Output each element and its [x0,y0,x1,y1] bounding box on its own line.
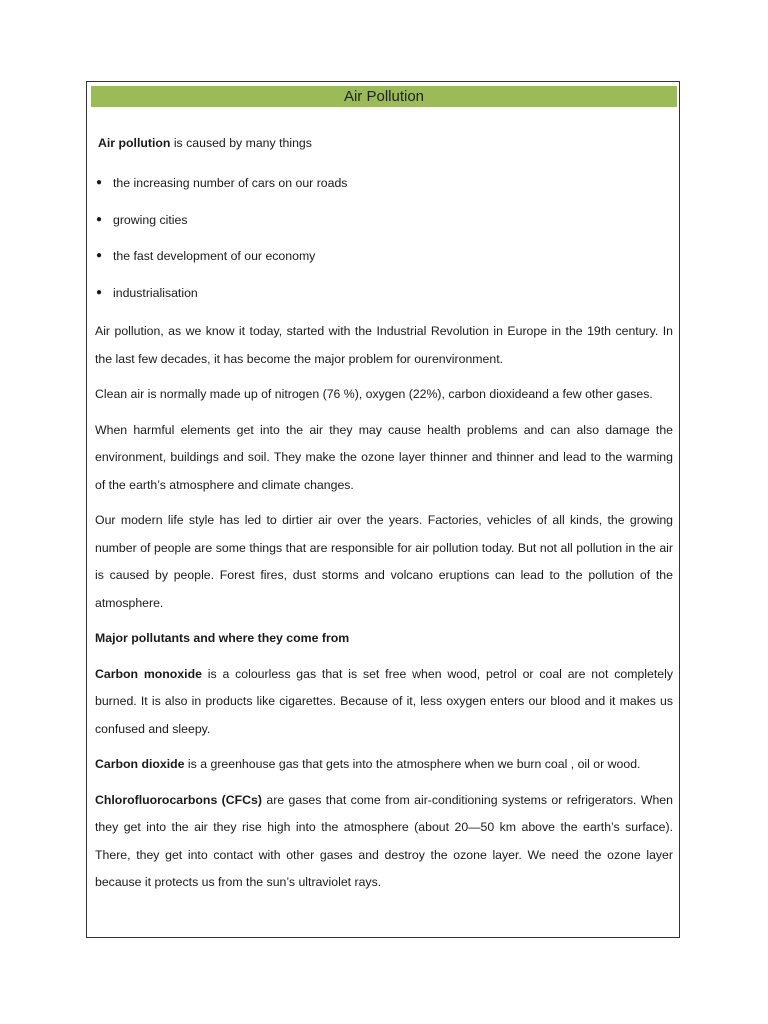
paragraph-clean-air: Clean air is normally made up of nitrogen (76 %), oxygen (22%), carbon dioxideand a few other gases. [95,387,653,401]
paragraph-harmful-elements: When harmful elements get into the air they may cause health problems and can also damage the environment, buildings and soil. They make the ozone layer thinner and thinner and lead to the warming of the earth’s atmosphere and climate changes. [95,422,673,492]
bullet-icon: ● [96,250,103,261]
intro-bold: Air pollution [98,136,171,150]
document-frame [86,81,680,938]
intro-rest: is caused by many things [170,136,312,150]
pollutant-text: is a colourless gas that is set free when wood, petrol or coal are not completely burned. It is also in products like cigarettes. Because of it, less oxygen enters our blood and it makes us confused and sleepy. [95,666,673,736]
document-title: Air Pollution [343,88,425,105]
section-heading: Major pollutants and where they come from [95,631,350,645]
title-bar [91,86,677,107]
bullet-icon: ● [96,177,103,188]
bullet-icon: ● [96,286,103,298]
list-item [95,245,673,267]
intro-line [98,132,673,154]
list-item-text: the fast development of our economy [113,249,316,263]
list-item [95,172,673,194]
cause-list [95,172,673,304]
document-content [95,132,673,905]
pollutant-name: Chlorofluorocarbons (CFCs) [95,792,262,807]
bullet-icon: ● [96,213,103,225]
pollutant-text: are gases that come from air-conditioning systems or refrigerators. When they get into the air they rise high into the atmosphere (about 20—50 km above the earth’s surface). There, they get into contact with other gases and destroy the ozone layer. We need the ozone layer because it protects us from the sun’s ultraviolet rays. [95,792,673,889]
pollutant-cfcs [95,787,673,897]
pollutant-name: Carbon monoxide [95,666,202,681]
pollutant-text: is a greenhouse gas that gets into the atmosphere when we burn coal , oil or wood. [184,757,641,771]
list-item [95,209,673,231]
paragraph-history: Air pollution, as we know it today, started with the Industrial Revolution in Europe in the 19th century. In the last few decades, it has become the major problem for ourenvironment. [95,324,673,366]
pollutant-carbon-dioxide [95,751,673,779]
list-item-text: industrialisation [113,285,198,300]
pollutant-name: Carbon dioxide [95,757,185,771]
list-item-text: the increasing number of cars on our roads [113,176,348,190]
paragraph-modern-life: Our modern life style has led to dirtier air over the years. Factories, vehicles of all kinds, the growing number of people are some things that are responsible for air pollution today. But not all pollution in the air is caused by people. Forest fires, dust storms and volcano eruptions can lead to the pollution of the atmosphere. [95,513,673,610]
list-item [95,282,673,304]
list-item-text: growing cities [113,212,188,227]
pollutant-carbon-monoxide [95,661,673,744]
